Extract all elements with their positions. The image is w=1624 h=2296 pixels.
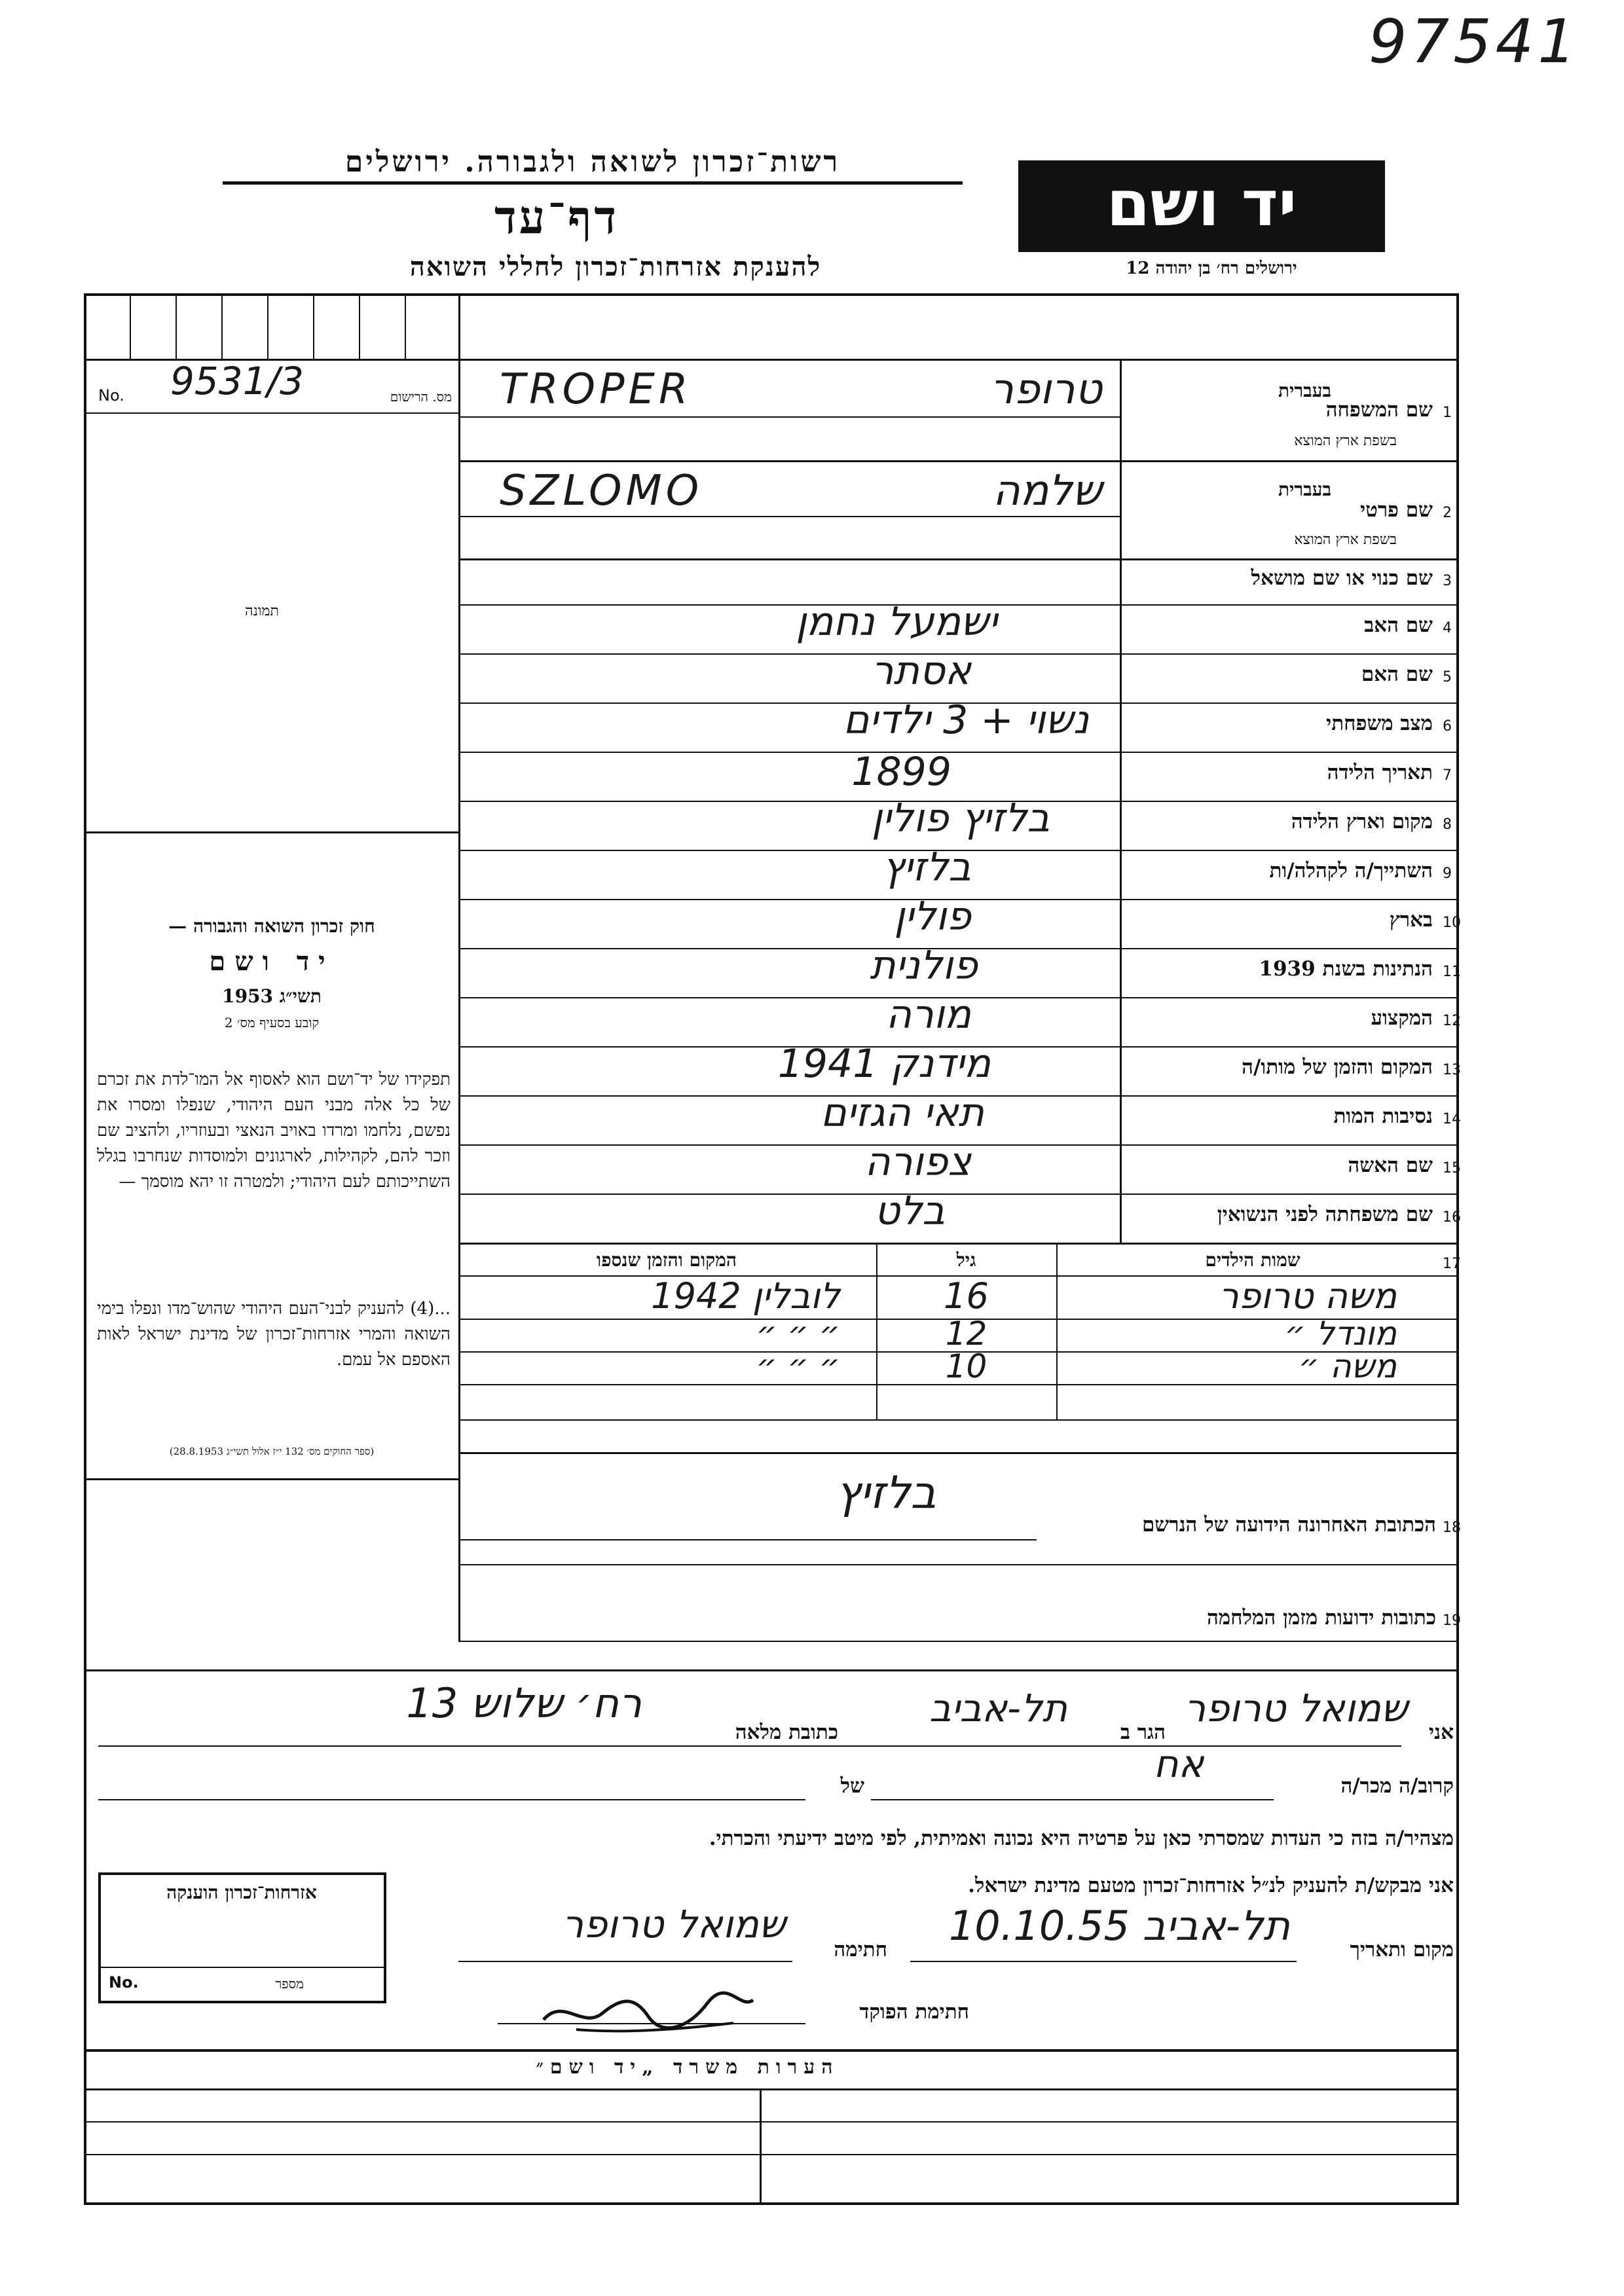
declaration-city: תל-אביב bbox=[929, 1686, 1067, 1730]
field-value-maiden-name: בלט bbox=[874, 1188, 945, 1234]
field-label-nickname: שם כנוי או שם מושאל bbox=[1251, 566, 1433, 590]
officer-signature-label: חתימת הפוקד bbox=[859, 2000, 969, 2024]
law-clause-b: ...(4) להעניק לבני־העם היהודי שהוש־מדו ונפלו בימי השואה והמרי אזרחות־זכרון של מדינת ישראל לאות האספם אל עמם. bbox=[97, 1299, 451, 1370]
wartime-address-row: 19 כתובות ידועות מזמן המלחמה bbox=[460, 1565, 1459, 1670]
field-value-mother-name: אסתר bbox=[871, 648, 971, 694]
table-row: משה טרופר 16 לובלין 1942 bbox=[651, 1275, 1397, 1317]
fields-table bbox=[460, 359, 1459, 1243]
field-row-2: 2 שם פרטי בעברית בשפת ארץ המוצא שלמה SZLOMO bbox=[460, 460, 1459, 560]
law-citation: (ספר החוקים מס׳ 132 י״ז אלול תשי״ג 28.8.1953) bbox=[169, 1446, 375, 1457]
last-address-value: בלזיץ bbox=[836, 1467, 936, 1519]
field-value-profession: מורה bbox=[885, 992, 971, 1038]
field-label-father-name: שם האב bbox=[1364, 613, 1433, 637]
field-row-13: 13 המקום והזמן של מותו/ה מידנק 1941 bbox=[460, 1046, 1459, 1097]
top-boxes bbox=[84, 293, 458, 359]
logo-text: יד ושם bbox=[1106, 167, 1297, 240]
testimony-page: 97541 רשות־זכרון לשואה ולגבורה. ירושלים דף־עד להענקת אזרחות־זכרון לחללי השואה יד ושם ירושלים רח׳ בן יהודה 12 No. 9531/3 מס. הרישום תמונה חוק זכרון השואה והגבורה — יד ושם תשי״ג 1953 קובע בסעיף מס׳ 2 תפקידו של יד־ושם הוא לאסוף אל המו־לדת את זכרם של כל אלה מבני העם היהודי, שנפלו ומסרו את נפשם, נלחמו ומרדו באויב הנאצי ובעוזריו, ולהציב שם וזכר להם, לקהילות, לארגונים ולמוסדות שנחרבו בגלל השתייכותם לעם היהודי; ולמטרה זו יהא מוסמך — ...(4) להעניק לבני־העם היהודי שהוש־מדו ונפלו בימי השואה והמרי אזרחות־זכרון של מדינת ישראל לאות האספם אל עמם. (ספר החוקים מס׳ 132 י״ז אלול תשי״ג 28.8.1953) 1 שם המשפחה בעברית בשפת ארץ המוצא טרופר TROPER 2 שם פרטי בעברית בשפת ארץ המוצא שלמה SZLOMO 3 שם כנוי או שם מושאל 4 שם האב ישמעל נחמן 5 שם האם אסתר 6 מצב משפחתי נשוי + 3 ילדים 7 תאריך הלידה 1899 8 מקום וארץ הלידה בלזיץ פולין 9 השתייך/ה לקהלה/ות בלזיץ 10 בארץ פולין 11 הנתינות בשנת 1939 פולנית 12 המקצוע מורה 13 המקום והזמן של מותו/ה מידנק 1941 14 נסיבות המות תאי הגזים 15 שם האשה צפורה 16 שם משפחתה לפני הנשואין בלט 17 שמות הילדים גיל המקום והזמן שנספו משה טרופר 16 לובלין 1942 מונדל ״ 12 ״ ״ ״ משה ״ 10 ״ ״ ״ 18 הכתובת האחרונה הידועה של הנרשם בלזיץ 19 כתובות ידועות מזמן המלחמה אני שמואל טרופר הגר ב תל-אביב כתובת מלאה רח׳ שלוש 13 קרוב/ה מכר/ה אח של מצהיר/ה בזה כי העדות שמסרתי כאן על פרטיה היא נכונה ואמיתית, לפי מיטב ידיעתי והכרתי. אני מבקש/ת להעניק לנ״ל אזרחות־זכרון מטעם מדינת ישראל. אזרחות־זכרון הוענקה No. מספר מקום ותאריך תל-אביב 10.10.55 חתימה שמואל טרופר חתימת הפוקד הערות משרד „יד ושם״ bbox=[0, 0, 1624, 2296]
children-header-age: גיל bbox=[956, 1249, 976, 1271]
authority-title: רשות־זכרון לשואה ולגבורה. ירושלים bbox=[223, 145, 963, 185]
place-date-label: מקום ותאריך bbox=[1350, 1938, 1454, 1961]
table-row: מונדל ״ 12 ״ ״ ״ bbox=[756, 1315, 1397, 1353]
statement-1: מצהיר/ה בזה כי העדות שמסרתי כאן על פרטיה היא נכונה ואמיתית, לפי מיטב ידיעתי והכרתי. bbox=[709, 1827, 1454, 1850]
photo-label: תמונה bbox=[245, 603, 279, 619]
place-date-value: תל-אביב 10.10.55 bbox=[948, 1902, 1290, 1950]
field-value-marital-status: נשוי + 3 ילדים bbox=[843, 697, 1089, 743]
citizenship-stamp-box: אזרחות־זכרון הוענקה No. מספר bbox=[98, 1872, 386, 2003]
field-value-country: פולין bbox=[894, 894, 971, 939]
field-label-marital-status: מצב משפחתי bbox=[1326, 712, 1433, 735]
field-row-14: 14 נסיבות המות תאי הגזים bbox=[460, 1095, 1459, 1146]
field-row-9: 9 השתייך/ה לקהלה/ות בלזיץ bbox=[460, 850, 1459, 900]
yad-vashem-logo bbox=[1018, 160, 1385, 252]
law-year: תשי״ג 1953 bbox=[222, 985, 322, 1007]
wartime-address-label: כתובות ידועות מזמן המלחמה bbox=[1206, 1606, 1436, 1630]
signature-scribble-icon bbox=[537, 1984, 760, 2036]
field-label-birth-date: תאריך הלידה bbox=[1327, 761, 1433, 784]
stamp-box-title: אזרחות־זכרון הוענקה bbox=[166, 1882, 317, 1903]
field-value-father-name: ישמעל נחמן bbox=[796, 599, 997, 645]
signature-value: שמואל טרופר bbox=[562, 1902, 786, 1946]
form-title: דף־עד bbox=[494, 190, 619, 244]
field-label-first-name: שם פרטי bbox=[1359, 498, 1433, 522]
registration-label: מס. הרישום bbox=[390, 389, 452, 405]
field-label-profession: המקצוע bbox=[1371, 1006, 1433, 1030]
law-name: יד ושם bbox=[209, 946, 335, 977]
field-row-7: 7 תאריך הלידה 1899 bbox=[460, 752, 1459, 802]
field-label-family-name: שם המשפחה bbox=[1325, 398, 1433, 422]
field-row-15: 15 שם האשה צפורה bbox=[460, 1144, 1459, 1195]
children-header-names: שמות הילדים bbox=[1205, 1249, 1301, 1271]
registration-no-label: No. bbox=[98, 386, 124, 405]
field-label-mother-name: שם האם bbox=[1361, 663, 1433, 686]
field-label-citizenship: הנתינות בשנת 1939 bbox=[1259, 957, 1433, 981]
relative-value: אח bbox=[1153, 1741, 1204, 1786]
field-row-12: 12 המקצוע מורה bbox=[460, 997, 1459, 1048]
field-value-death-circumstances: תאי הגזים bbox=[821, 1090, 984, 1136]
remarks-label: הערות משרד „יד ושם״ bbox=[536, 2056, 840, 2079]
statement-2: אני מבקש/ת להעניק לנ״ל אזרחות־זכרון מטעם מדינת ישראל. bbox=[968, 1874, 1454, 1897]
officer-signature-image bbox=[537, 1984, 760, 2036]
last-address-label: הכתובת האחרונה הידועה של הנרשם bbox=[1141, 1513, 1436, 1537]
field-value-family-name-latin: TROPER bbox=[500, 365, 692, 414]
field-label-wife-name: שם האשה bbox=[1348, 1154, 1433, 1177]
field-row-10: 10 בארץ פולין bbox=[460, 899, 1459, 949]
field-row-8: 8 מקום וארץ הלידה בלזיץ פולין bbox=[460, 801, 1459, 851]
field-label-maiden-name: שם משפחתה לפני הנשואין bbox=[1217, 1203, 1433, 1226]
declaration-name: שמואל טרופר bbox=[1184, 1686, 1408, 1730]
field-row-1: 1 שם המשפחה בעברית בשפת ארץ המוצא טרופר TROPER bbox=[460, 359, 1459, 462]
relative-label: קרוב/ה מכר/ה bbox=[1340, 1774, 1454, 1798]
field-label-death-circumstances: נסיבות המות bbox=[1333, 1104, 1433, 1128]
field-value-birth-place: בלזיץ פולין bbox=[871, 795, 1050, 841]
children-table: 17 שמות הילדים גיל המקום והזמן שנספו משה טרופר 16 לובלין 1942 מונדל ״ 12 ״ ״ ״ משה ״ 10 ״ ״ ״ bbox=[460, 1243, 1459, 1439]
field-value-death-place-time: מידנק 1941 bbox=[777, 1041, 991, 1087]
declaration-address: רח׳ שלוש 13 bbox=[406, 1679, 642, 1727]
last-address-row: 18 הכתובת האחרונה הידועה של הנרשם בלזיץ bbox=[460, 1454, 1459, 1565]
field-row-5: 5 שם האם אסתר bbox=[460, 653, 1459, 704]
table-row: משה ״ 10 ״ ״ ״ bbox=[756, 1347, 1397, 1385]
field-row-11: 11 הנתינות בשנת 1939 פולנית bbox=[460, 948, 1459, 998]
field-label-community: השתייך/ה לקהלה/ות bbox=[1269, 859, 1433, 883]
signature-label: חתימה bbox=[834, 1938, 887, 1961]
declaration-ani: אני bbox=[1428, 1721, 1454, 1744]
form-purpose: להענקת אזרחות־זכרון לחללי השואה bbox=[409, 251, 822, 282]
archive-number: 97541 bbox=[1369, 7, 1580, 77]
field-row-6: 6 מצב משפחתי נשוי + 3 ילדים bbox=[460, 702, 1459, 753]
field-row-3: 3 שם כנוי או שם מושאל bbox=[460, 558, 1459, 606]
field-value-community: בלזיץ bbox=[882, 845, 971, 890]
field-value-first-name: שלמה bbox=[993, 467, 1102, 515]
field-value-birth-date: 1899 bbox=[851, 749, 951, 795]
field-value-citizenship: פולנית bbox=[870, 943, 978, 989]
law-section: קובע בסעיף מס׳ 2 bbox=[224, 1015, 320, 1030]
field-row-4: 4 שם האב ישמעל נחמן bbox=[460, 604, 1459, 655]
law-title: חוק זכרון השואה והגבורה — bbox=[168, 915, 375, 937]
field-label-birth-place: מקום וארץ הלידה bbox=[1291, 810, 1433, 833]
field-value-wife-name: צפורה bbox=[864, 1139, 971, 1185]
field-label-death-place-time: המקום והזמן של מותו/ה bbox=[1242, 1055, 1433, 1079]
address-line: ירושלים רח׳ בן יהודה 12 bbox=[1126, 259, 1297, 278]
field-row-16: 16 שם משפחתה לפני הנשואין בלט bbox=[460, 1194, 1459, 1245]
field-value-first-name-latin: SZLOMO bbox=[500, 467, 703, 515]
law-clause-a: תפקידו של יד־ושם הוא לאסוף אל המו־לדת את זכרם של כל אלה מבני העם היהודי, שנפלו ומסרו את נפשם, נלחמו ומרדו באויב הנאצי ובעוזריו, ולהציב שם וזכר להם, לקהילות, לארגונים ולמוסדות שנחרבו בגלל השתייכותם לעם היהודי; ולמטרה זו יהא מוסמך — bbox=[97, 1070, 451, 1192]
field-value-family-name: טרופר bbox=[989, 365, 1102, 414]
registration-number: 9531/3 bbox=[170, 359, 304, 403]
field-label-country: בארץ bbox=[1389, 908, 1433, 932]
children-header-place: המקום והזמן שנספו bbox=[597, 1249, 737, 1271]
